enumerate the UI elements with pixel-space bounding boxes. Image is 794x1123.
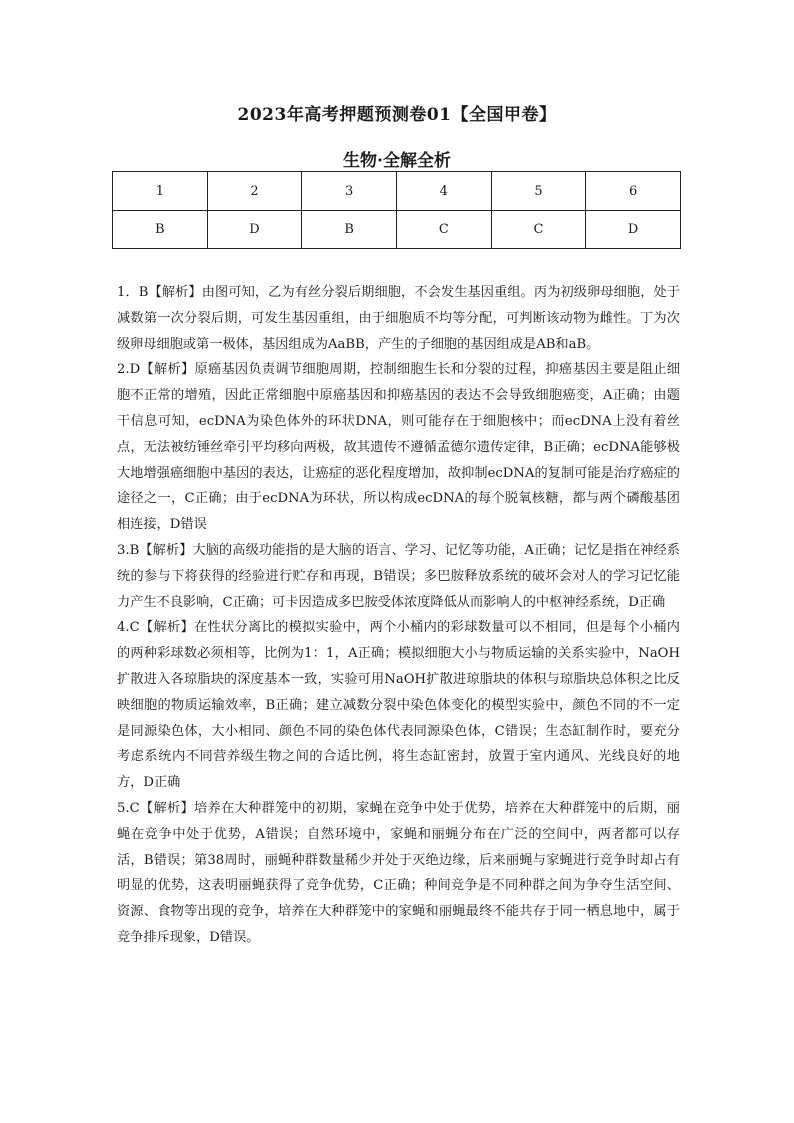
question-number-cell: 6 — [586, 172, 681, 211]
explanation-paragraph-4: 4.C【解析】在性状分离比的模拟实验中，两个小桶内的彩球数量可以不相同，但是每个小桶内的两种彩球数必须相等，比例为1：1，A正确；模拟细胞大小与物质运输的关系实验中，NaOH扩散进入各琼脂块的深度基本一致，实验可用NaOH扩散进琼脂块的体积与琼脂块总体积之比反映细胞的物质运输效率，B正确；建立减数分裂中染色体变化的模型实验中，颜色不同的不一定是同源染色体，大小相同、颜色不同的染色体代表同源染色体，C错误；生态缸制作时，要充分考虑系统内不同营养级生物之间的合适比例，将生态缸密封，放置于室内通风、光线良好的地方，D正确 — [117, 620, 680, 791]
question-number-cell: 5 — [491, 172, 586, 211]
answer-cell: B — [302, 211, 397, 249]
answer-cell: C — [396, 211, 491, 249]
answer-cell: C — [491, 211, 586, 249]
answer-cell: B — [113, 211, 208, 249]
answer-table-number-row — [113, 172, 681, 211]
explanation-paragraph-5: 5.C【解析】培养在大种群笼中的初期，家蝇在竞争中处于优势，培养在大种群笼中的后期，丽蝇在竞争中处于优势，A错误；自然环境中，家蝇和丽蝇分布在广泛的空间中，两者都可以存活，B错误；第38周时，丽蝇种群数量稀少并处于灭绝边缘，后来丽蝇与家蝇进行竞争时却占有明显的优势，这表明丽蝇获得了竞争优势，C正确；种间竞争是不同种群之间为争夺生活空间、资源、食物等出现的竞争，培养在大种群笼中的家蝇和丽蝇最终不能共存于同一栖息地中，属于竞争排斥现象，D错误。 — [117, 800, 680, 945]
explanation-paragraph-2: 2.D【解析】原癌基因负责调节细胞周期，控制细胞生长和分裂的过程，抑癌基因主要是阻止细胞不正常的增殖，因此正常细胞中原癌基因和抑癌基因的表达不会导致细胞癌变，A正确；由题干信息可知，ecDNA为染色体外的环状DNA，则可能存在于细胞核中；而ecDNA上没有着丝点，无法被纺锤丝牵引平均移向两极，故其遗传不遵循孟德尔遗传定律，B正确；ecDNA能够极大地增强癌细胞中基因的表达，让癌症的恶化程度增加，故抑制ecDNA的复制可能是治疗癌症的途径之一，C正确；由于ecDNA为环状，所以构成ecDNA的每个脱氧核糖，都与两个磷酸基团相连接，D错误 — [117, 362, 680, 533]
question-number-cell: 2 — [207, 172, 302, 211]
answer-cell: D — [207, 211, 302, 249]
question-number-cell: 3 — [302, 172, 397, 211]
answer-table — [112, 171, 681, 249]
explanations-section — [117, 280, 680, 951]
answer-cell: D — [586, 211, 681, 249]
answer-table-answer-row — [113, 211, 681, 249]
explanation-paragraph-1: 1．B【解析】由图可知，乙为有丝分裂后期细胞，不会发生基因重组。丙为初级卵母细胞，处于减数第一次分裂后期，可发生基因重组，由于细胞质不均等分配，可判断该动物为雌性。丁为次级卵母细胞或第一极体，基因组成为AaBB，产生的子细胞的基因组成是AB和aB。 — [117, 285, 680, 352]
document-title: 2023年高考押题预测卷01【全国甲卷】 — [237, 105, 557, 125]
question-number-cell: 1 — [113, 172, 208, 211]
question-number-cell: 4 — [396, 172, 491, 211]
document-subtitle: 生物·全解全析 — [343, 151, 451, 171]
explanation-paragraph-3: 3.B【解析】大脑的高级功能指的是大脑的语言、学习、记忆等功能，A正确；记忆是指在神经系统的参与下将获得的经验进行贮存和再现，B错误；多巴胺释放系统的破坏会对人的学习记忆能力产生不良影响，C正确；可卡因造成多巴胺受体浓度降低从而影响人的中枢神经系统，D正确 — [117, 542, 680, 610]
